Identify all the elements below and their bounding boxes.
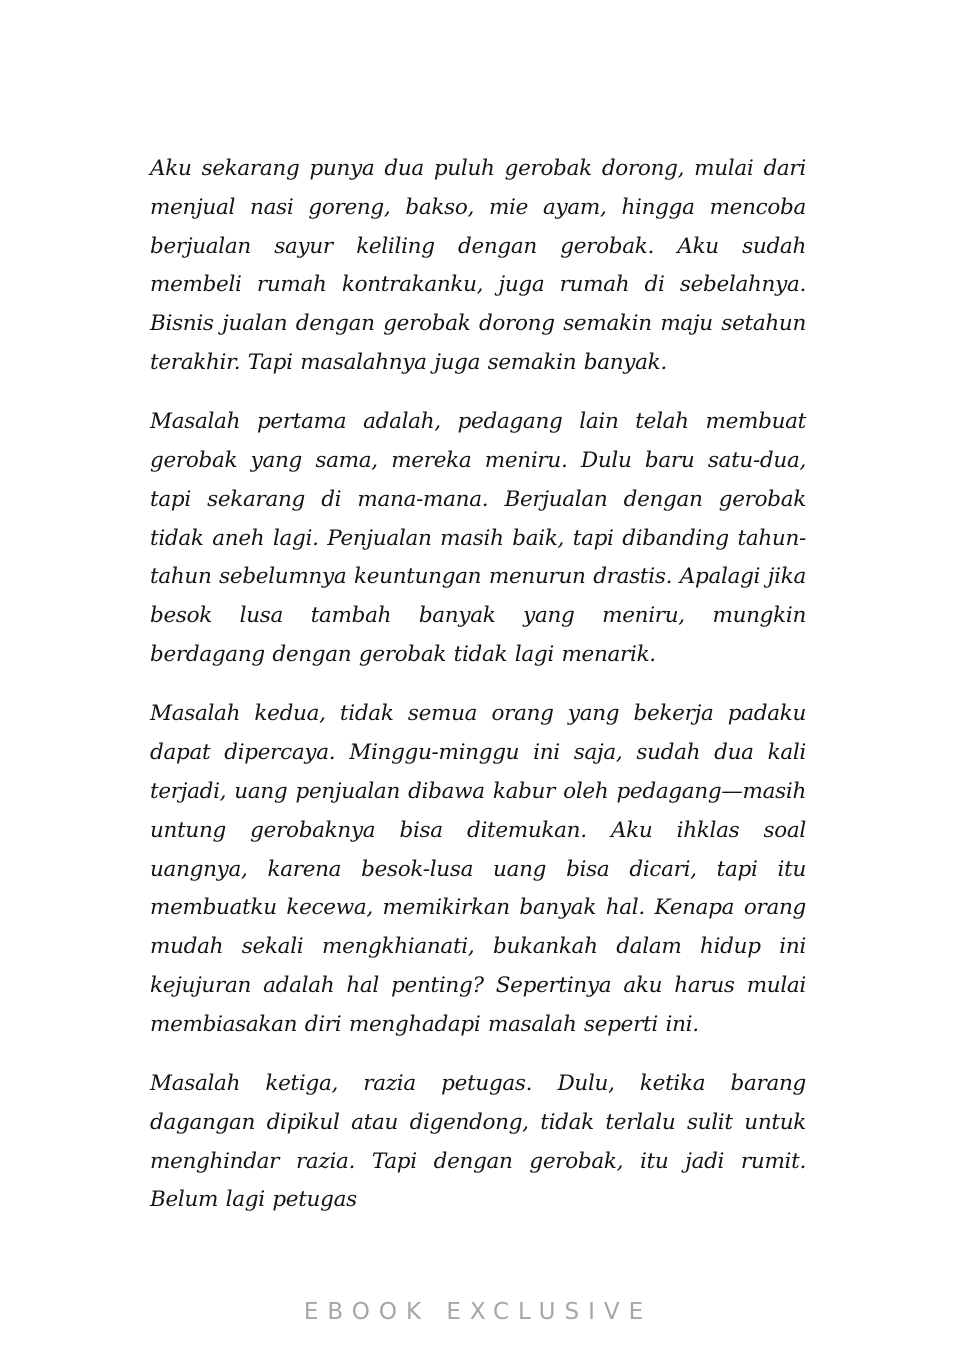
body-text (150, 150, 806, 1241)
paragraph-1: Aku sekarang punya dua puluh gerobak dorong, mulai dari menjual nasi goreng, bakso, mie ayam, hingga mencoba berjualan sayur keliling dengan gerobak. Aku sudah membeli rumah kontrakanku, juga rumah di sebelahnya. Bisnis jualan dengan gerobak dorong semakin maju setahun terakhir. Tapi masalahnya juga semakin banyak. (150, 156, 806, 375)
paragraph-4: Masalah ketiga, razia petugas. Dulu, ketika barang dagangan dipikul atau digendong, tidak terlalu sulit untuk menghindar razia. Tapi dengan gerobak, itu jadi rumit. Belum lagi petugas (150, 1071, 806, 1213)
page-footer: EBOOK EXCLUSIVE (303, 1299, 653, 1325)
paragraph-2: Masalah pertama adalah, pedagang lain telah membuat gerobak yang sama, mereka meniru. Dulu baru satu-dua, tapi sekarang di mana-mana. Berjualan dengan gerobak tidak aneh lagi. Penjualan masih baik, tapi dibanding tahun-tahun sebelumnya keuntungan menurun drastis. Apalagi jika besok lusa tambah banyak yang meniru, mungkin berdagang dengan gerobak tidak lagi menarik. (150, 409, 806, 668)
paragraph-3: Masalah kedua, tidak semua orang yang bekerja padaku dapat dipercaya. Minggu-minggu ini saja, sudah dua kali terjadi, uang penjualan dibawa kabur oleh pedagang—masih untung gerobaknya bisa ditemukan. Aku ihklas soal uangnya, karena besok-lusa uang bisa dicari, tapi itu membuatku kecewa, memikirkan banyak hal. Kenapa orang mudah sekali mengkhianati, bukankah dalam hidup ini kejujuran adalah hal penting? Sepertinya aku harus mulai membiasakan diri menghadapi masalah seperti ini. (150, 701, 806, 1037)
